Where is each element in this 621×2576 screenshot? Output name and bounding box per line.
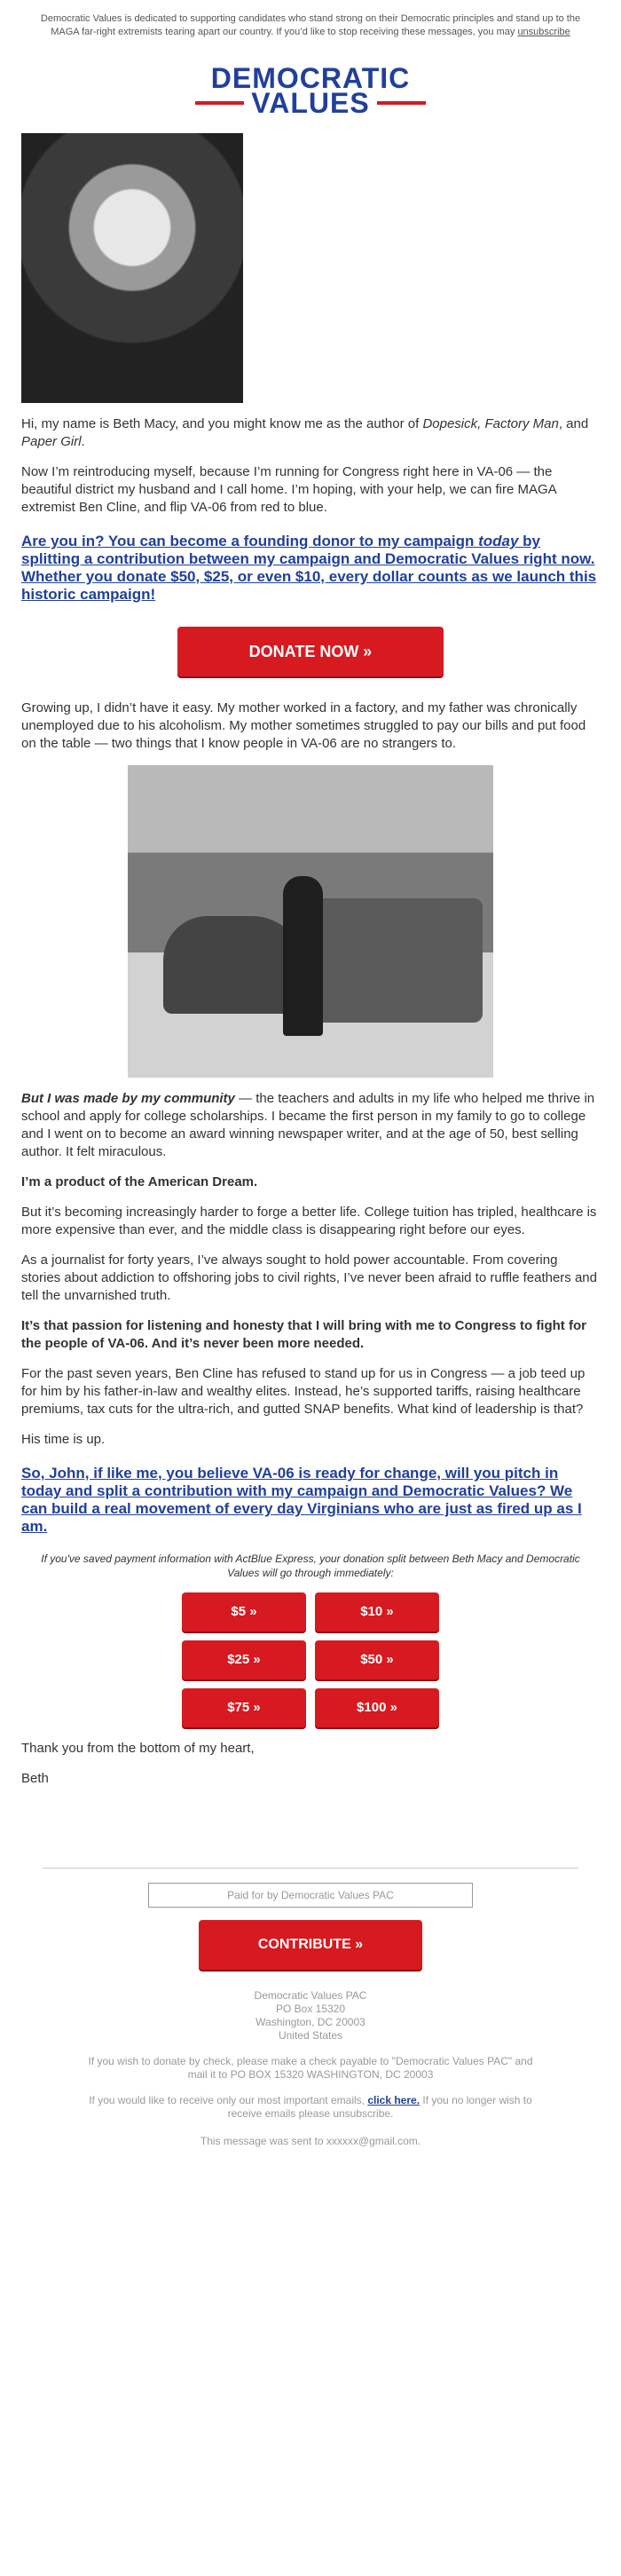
unsubscribe-link[interactable]: unsubscribe <box>517 27 570 37</box>
signature: Beth <box>21 1771 49 1786</box>
email-preferences-text: If you would like to receive only our most important emails, click here. If you no longer wish to receive emails please unsubscribe. <box>89 2094 532 2120</box>
founding-donor-callout[interactable]: Are you in? You can become a founding donor to my campaign today by splitting a contribution between my campaign and Democratic Values right now. Whether you donate $50, $25, or even $10, every dollar counts as we launch this historic campaign! <box>21 533 597 603</box>
harder-life-paragraph: But it’s becoming increasingly harder to forge a better life. College tuition has tripled, healthcare is more expensive than ever, and the middle class is disappearing right before our eyes. <box>21 1205 597 1237</box>
preheader <box>0 0 621 39</box>
reintroduction-paragraph: Now I’m reintroducing myself, because I’m running for Congress right here in VA-06 — the beautiful district my husband and I call home. I’m hoping, with your help, we can fire MAGA extremist Ben Cline, and flip VA-06 from red to blue. <box>21 464 556 515</box>
donate-now-button[interactable]: DONATE NOW » <box>177 627 444 676</box>
democratic-values-logo <box>195 62 426 119</box>
donate-25-button[interactable]: $25 » <box>182 1640 306 1679</box>
footer-divider <box>43 1868 578 1869</box>
donate-50-button[interactable]: $50 » <box>315 1640 439 1679</box>
contribute-button[interactable]: CONTRIBUTE » <box>199 1920 422 1970</box>
donate-75-button[interactable]: $75 » <box>182 1688 306 1727</box>
email-body <box>0 133 621 1788</box>
beth-macy-portrait <box>21 133 243 403</box>
time-is-up-paragraph: His time is up. <box>21 1432 106 1447</box>
split-contribution-callout[interactable]: So, John, if like me, you believe VA-06 is ready for change, will you pitch in today and split a contribution with my campaign and Democratic Values? We can build a real movement of every day Virginians who are just as fired up as I am. <box>21 1465 582 1535</box>
graduation-photo <box>128 765 493 1078</box>
closing-line: Thank you from the bottom of my heart, <box>21 1741 255 1756</box>
paid-for-box: Paid for by Democratic Values PAC <box>148 1883 473 1908</box>
donate-10-button[interactable]: $10 » <box>315 1592 439 1632</box>
logo-line1: DEMOCRATIC <box>210 62 411 94</box>
donate-5-button[interactable]: $5 » <box>182 1592 306 1632</box>
logo-line2: VALUES <box>251 87 370 119</box>
american-dream-paragraph: I’m a product of the American Dream. <box>21 1174 258 1189</box>
donate-100-button[interactable]: $100 » <box>315 1688 439 1727</box>
logo-bar-left <box>195 101 244 105</box>
growing-up-paragraph: Growing up, I didn’t have it easy. My mother worked in a factory, and my father was chronically unemployed due to his alcoholism. My mother sometimes struggled to pay our bills and put food on the table — two things that I know people in VA-06 are no strangers to. <box>21 700 586 751</box>
ben-cline-paragraph: For the past seven years, Ben Cline has refused to stand up for us in Congress — a job teed up for him by his father-in-law and wealthy elites. Instead, he’s supported tariffs, raising healthcare premiums, tax cuts for the ultra-rich, and gutted SNAP benefits. What kind of leadership is that? <box>21 1366 586 1417</box>
mailing-address: Democratic Values PAC PO Box 15320 Washington, DC 20003 United States <box>254 1989 367 2042</box>
community-paragraph: But I was made by my community — the teachers and adults in my life who helped me thrive in school and apply for college scholarships. I became the first person in my family to go to college and I went on to become an award winning newspaper writer, and at the age of 50, best selling author. It felt miraculous. <box>21 1091 595 1159</box>
check-donation-text: If you wish to donate by check, please make a check payable to "Democratic Values PAC" and mail it to PO BOX 15320 WASHINGTON, DC 20003 <box>88 2055 533 2081</box>
journalist-paragraph: As a journalist for forty years, I’ve always sought to hold power accountable. From covering stories about addiction to offshoring jobs to civil rights, I’ve never been afraid to ruffle feathers and tell the unvarnished truth. <box>21 1252 597 1303</box>
donation-amount-grid <box>182 1592 439 1727</box>
sent-to-text: This message was sent to xxxxxx@gmail.com. <box>200 2135 421 2147</box>
passion-paragraph: It’s that passion for listening and honesty that I will bring with me to Congress to fight for the people of VA-06. And it’s never been more needed. <box>21 1318 586 1351</box>
preheader-text: Democratic Values is dedicated to supporting candidates who stand strong on their Democratic principles and stand up to the MAGA far-right extremists tearing apart our country. If you’d like to stop receiving these messages, you may <box>40 13 581 37</box>
actblue-express-note: If you've saved payment information with ActBlue Express, your donation split between Beth Macy and Democratic Values will go through immediately: <box>41 1553 580 1579</box>
intro-paragraph: Hi, my name is Beth Macy, and you might know me as the author of Dopesick, Factory Man, and Paper Girl. <box>21 416 589 449</box>
preferences-link[interactable]: click here. <box>367 2094 421 2106</box>
logo-bar-right <box>377 101 426 105</box>
